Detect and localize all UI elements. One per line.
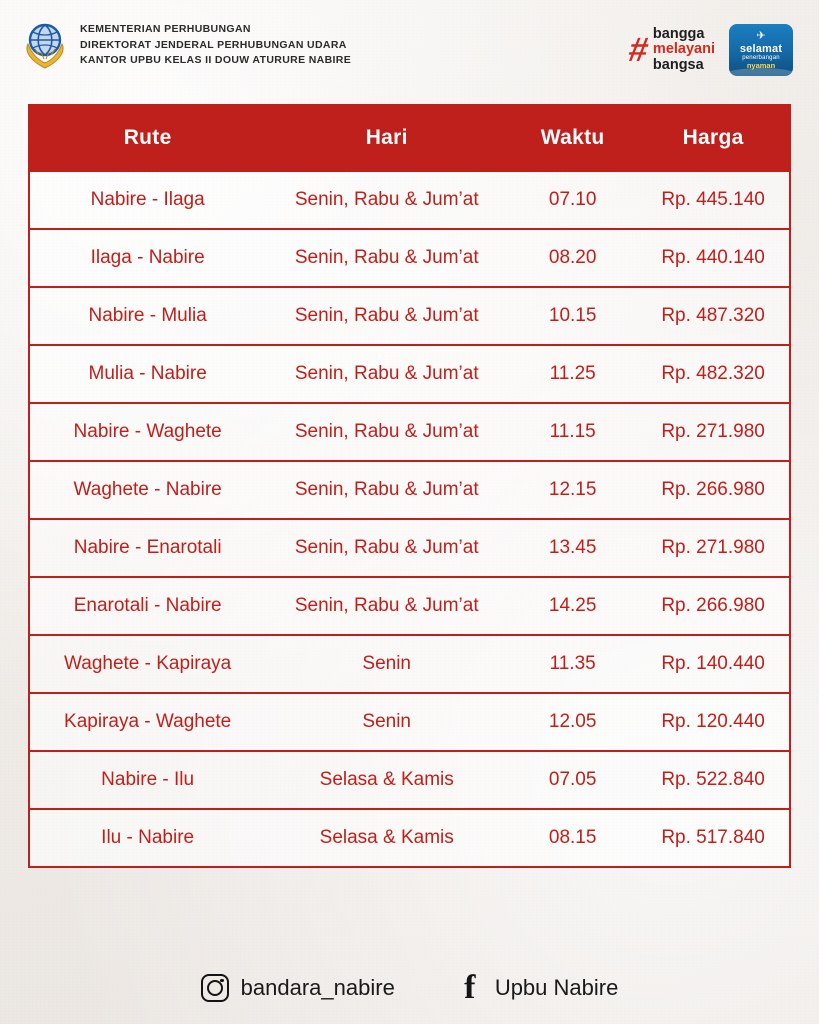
airplane-icon: ✈ [756, 29, 766, 42]
instagram-icon [201, 974, 229, 1002]
cell-waktu: 07.10 [508, 171, 637, 229]
garuda-globe-logo-icon [22, 18, 68, 70]
table-row [30, 809, 789, 866]
cell-hari: Senin, Rabu & Jum’at [265, 345, 508, 403]
cell-rute: Ilu - Nabire [30, 809, 265, 866]
table-row [30, 229, 789, 287]
cell-hari: Senin, Rabu & Jum’at [265, 461, 508, 519]
hash-icon: # [625, 30, 652, 69]
cell-harga: Rp. 140.440 [637, 635, 789, 693]
bangga-melayani-bangsa-logo [625, 26, 715, 73]
cell-rute: Kapiraya - Waghete [30, 693, 265, 751]
cell-rute: Nabire - Ilu [30, 751, 265, 809]
campaign-word-3: bangsa [652, 56, 704, 73]
table-row [30, 345, 789, 403]
table-row [30, 751, 789, 809]
cell-hari: Senin, Rabu & Jum’at [265, 403, 508, 461]
column-header-harga: Harga [637, 106, 789, 171]
column-header-hari: Hari [265, 106, 508, 171]
cell-rute: Nabire - Mulia [30, 287, 265, 345]
cell-rute: Enarotali - Nabire [30, 577, 265, 635]
header-logos [625, 18, 793, 76]
cell-waktu: 12.15 [508, 461, 637, 519]
cell-hari: Senin [265, 693, 508, 751]
cell-hari: Senin, Rabu & Jum’at [265, 287, 508, 345]
selamat-penerbangan-badge [729, 24, 793, 76]
badge-line-2: penerbangan [742, 54, 780, 61]
instagram-label: bandara_nabire [240, 975, 395, 1000]
cell-waktu: 11.35 [508, 635, 637, 693]
cell-harga: Rp. 120.440 [637, 693, 789, 751]
ministry-line-3: KANTOR UPBU KELAS II DOUW ATURURE NABIRE [80, 54, 352, 67]
cell-rute: Nabire - Waghete [30, 403, 265, 461]
campaign-word-2: melayani [652, 41, 715, 58]
cell-hari: Senin, Rabu & Jum’at [265, 229, 508, 287]
cell-rute: Waghete - Nabire [30, 461, 265, 519]
table-row [30, 287, 789, 345]
cell-harga: Rp. 487.320 [637, 287, 789, 345]
table-row [30, 693, 789, 751]
cell-hari: Senin, Rabu & Jum’at [265, 577, 508, 635]
flight-schedule-table [28, 104, 791, 868]
cell-waktu: 10.15 [508, 287, 637, 345]
table-header-row [30, 106, 789, 171]
campaign-word-1: bangga [652, 26, 705, 43]
cell-harga: Rp. 266.980 [637, 577, 789, 635]
cell-waktu: 13.45 [508, 519, 637, 577]
table-row [30, 519, 789, 577]
cell-rute: Nabire - Enarotali [30, 519, 265, 577]
cell-rute: Waghete - Kapiraya [30, 635, 265, 693]
column-header-waktu: Waktu [508, 106, 637, 171]
table-row [30, 171, 789, 229]
cell-harga: Rp. 440.140 [637, 229, 789, 287]
cell-waktu: 11.15 [508, 403, 637, 461]
facebook-icon: f [464, 969, 476, 1006]
cell-hari: Selasa & Kamis [265, 809, 508, 866]
cell-harga: Rp. 271.980 [637, 403, 789, 461]
cell-waktu: 07.05 [508, 751, 637, 809]
cell-waktu: 14.25 [508, 577, 637, 635]
cell-rute: Mulia - Nabire [30, 345, 265, 403]
cell-harga: Rp. 482.320 [637, 345, 789, 403]
column-header-rute: Rute [30, 106, 265, 171]
cell-waktu: 12.05 [508, 693, 637, 751]
badge-line-1: selamat [739, 42, 783, 55]
facebook-handle[interactable] [457, 969, 619, 1006]
cell-hari: Selasa & Kamis [265, 751, 508, 809]
cell-waktu: 08.15 [508, 809, 637, 866]
cell-harga: Rp. 522.840 [637, 751, 789, 809]
table-row [30, 461, 789, 519]
ministry-title-block [80, 20, 351, 67]
facebook-label: Upbu Nabire [494, 975, 619, 1000]
table-row [30, 577, 789, 635]
cell-harga: Rp. 266.980 [637, 461, 789, 519]
cell-rute: Nabire - Ilaga [30, 171, 265, 229]
cell-hari: Senin, Rabu & Jum’at [265, 171, 508, 229]
instagram-handle[interactable] [201, 974, 395, 1002]
ministry-branding [22, 18, 351, 70]
cell-waktu: 08.20 [508, 229, 637, 287]
cell-hari: Senin, Rabu & Jum’at [265, 519, 508, 577]
badge-line-3: nyaman [746, 60, 776, 70]
social-footer [0, 969, 819, 1006]
cell-waktu: 11.25 [508, 345, 637, 403]
poster-header [0, 0, 819, 98]
cell-hari: Senin [265, 635, 508, 693]
ministry-line-1: KEMENTERIAN PERHUBUNGAN [80, 23, 251, 36]
cell-harga: Rp. 271.980 [637, 519, 789, 577]
ministry-line-2: DIREKTORAT JENDERAL PERHUBUNGAN UDARA [80, 38, 347, 51]
cell-harga: Rp. 517.840 [637, 809, 789, 866]
table-row [30, 635, 789, 693]
cell-rute: Ilaga - Nabire [30, 229, 265, 287]
cell-harga: Rp. 445.140 [637, 171, 789, 229]
table-row [30, 403, 789, 461]
